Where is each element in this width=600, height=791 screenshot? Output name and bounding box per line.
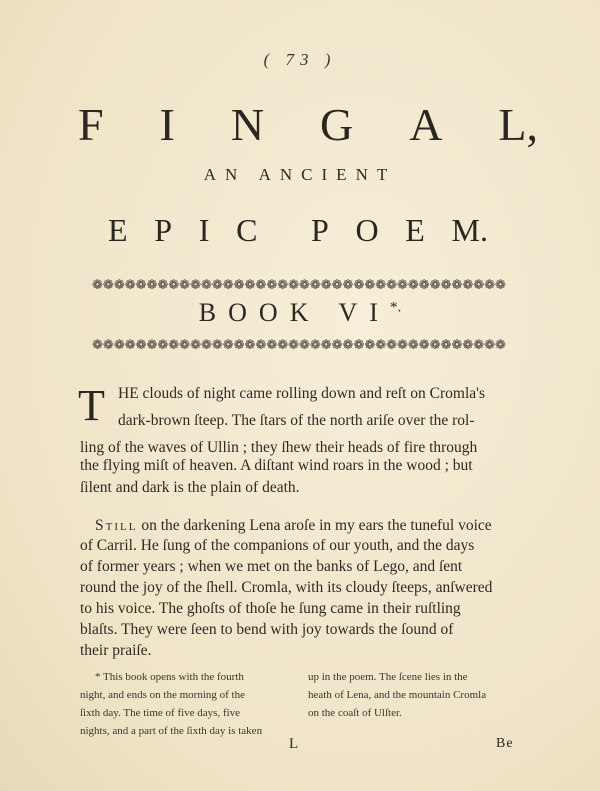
epic-letter: M. bbox=[451, 212, 488, 248]
title-fingal bbox=[78, 100, 538, 150]
title-letter: N bbox=[230, 99, 265, 150]
title-letter: L, bbox=[498, 99, 538, 150]
epic-letter: E bbox=[405, 212, 425, 248]
ornament-rule-top: ❁❁❁❁❁❁❁❁❁❁❁❁❁❁❁❁❁❁❁❁❁❁❁❁❁❁❁❁❁❁❁❁❁❁❁❁❁❁ bbox=[92, 278, 506, 293]
book-heading bbox=[0, 298, 600, 328]
epic-poem-heading bbox=[108, 212, 488, 248]
footnote-line: nights, and a part of the ſixth day is taken bbox=[80, 725, 263, 737]
epic-letter: I bbox=[198, 212, 210, 248]
title-letter: F bbox=[78, 99, 104, 150]
ornament-rule-bottom: ❁❁❁❁❁❁❁❁❁❁❁❁❁❁❁❁❁❁❁❁❁❁❁❁❁❁❁❁❁❁❁❁❁❁❁❁❁❁ bbox=[92, 338, 506, 353]
para-lead-word: Still bbox=[95, 517, 138, 534]
epic-letter: C bbox=[236, 212, 258, 248]
subtitle: AN ANCIENT bbox=[203, 165, 397, 184]
footnote-line: * This book opens with the fourth bbox=[95, 671, 244, 683]
catchword: Be bbox=[496, 736, 514, 751]
body-line bbox=[95, 516, 492, 535]
page-number: ( 73 ) bbox=[263, 50, 337, 69]
body-line: to his voice. The ghoſts of thoſe he ſung came in their ruſtling bbox=[80, 600, 461, 617]
body-line: dark-brown ſteep. The ſtars of the north ariſe over the rol- bbox=[118, 412, 475, 429]
body-line: ſilent and dark is the plain of death. bbox=[80, 479, 300, 496]
body-line: round the joy of the ſhell. Cromla, with its cloudy ſteeps, anſwered bbox=[80, 579, 493, 596]
body-line: of former years ; when we met on the banks of Lego, and ſent bbox=[80, 558, 463, 575]
epic-letter: P bbox=[310, 212, 329, 248]
drop-cap: T bbox=[78, 381, 105, 430]
footnote-line: up in the poem. The ſcene lies in the bbox=[308, 671, 468, 683]
book-heading-text: BOOK VI bbox=[198, 298, 390, 327]
epic-letter: O bbox=[355, 212, 379, 248]
footnote-line: night, and ends on the morning of the bbox=[80, 689, 245, 701]
epic-letter: P bbox=[154, 212, 173, 248]
body-line: HE clouds of night came rolling down and reſt on Cromla's bbox=[118, 385, 485, 402]
title-letter: I bbox=[159, 99, 175, 150]
body-line: blaſts. They were ſeen to bend with joy towards the ſound of bbox=[80, 621, 454, 638]
footnote-line: ſixth day. The time of five days, five bbox=[80, 707, 241, 719]
footnote-line: heath of Lena, and the mountain Cromla bbox=[308, 689, 487, 701]
title-letter: A bbox=[409, 99, 443, 150]
body-line-text: on the darkening Lena aroſe in my ears the tuneful voice bbox=[141, 517, 492, 534]
footnote-marker: *. bbox=[389, 299, 402, 316]
signature-mark: L bbox=[289, 736, 299, 752]
body-line: of Carril. He ſung of the companions of our youth, and the days bbox=[80, 537, 475, 554]
body-line: their praiſe. bbox=[80, 642, 152, 659]
body-line: ling of the waves of Ullin ; they ſhew their heads of fire through bbox=[80, 439, 478, 456]
title-letter: G bbox=[320, 99, 354, 150]
epic-letter: E bbox=[108, 212, 128, 248]
body-line: the flying miſt of heaven. A diſtant wind roars in the wood ; but bbox=[80, 457, 473, 474]
footnote-line: on the coaſt of Ulſter. bbox=[308, 707, 402, 719]
